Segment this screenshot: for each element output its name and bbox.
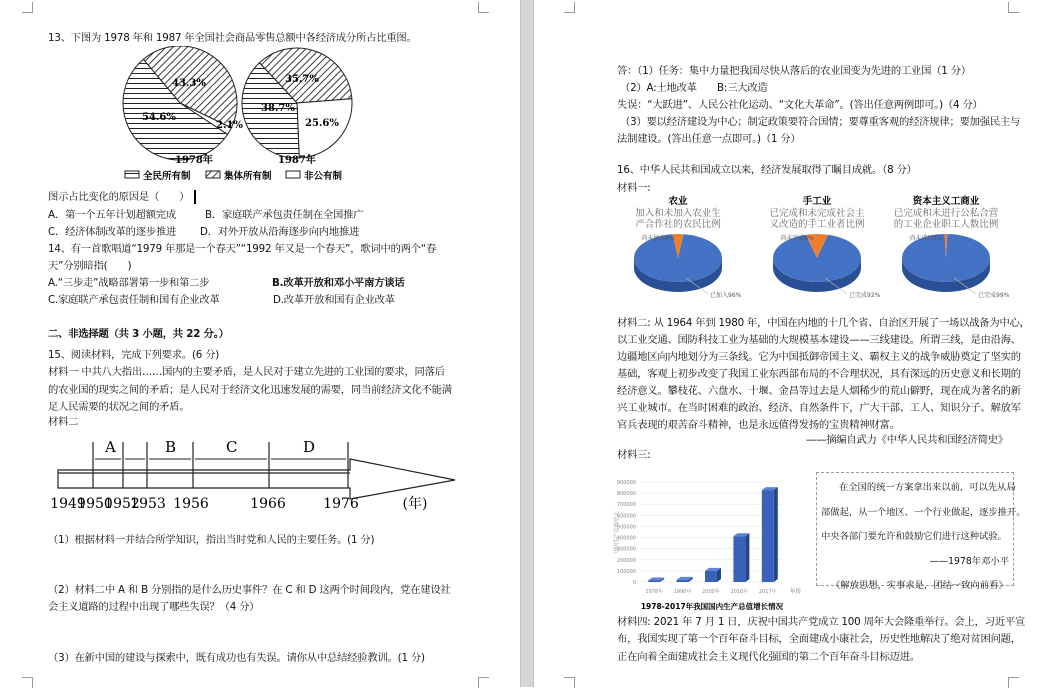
page-gap bbox=[520, 0, 534, 687]
answer-line: 答：（1）任务：集中力量把我国尽快从落后的农业国变为先进的工业国（1 分） bbox=[617, 65, 971, 77]
timeline-segment-c: C bbox=[226, 438, 238, 456]
pie3d-label: 已完成92% bbox=[849, 292, 881, 299]
answer-line: （3）要以经济建设为中心；制定政策要符合国情；要尊重客观的经济规律；要加强民主与 bbox=[620, 116, 1021, 128]
timeline-year: 1953 bbox=[130, 496, 166, 512]
y-tick-label: 400000 bbox=[616, 535, 636, 542]
pie3d-title: 农业 bbox=[668, 196, 688, 207]
y-tick-label: 300000 bbox=[616, 546, 636, 553]
bar-2017年 bbox=[762, 490, 774, 582]
pie3d-title: 资本主义工商业 bbox=[912, 196, 980, 207]
text-cursor bbox=[194, 190, 196, 204]
bar-2010年 bbox=[733, 536, 745, 582]
pie3d-label: 已完成99% bbox=[978, 292, 1010, 299]
legend-swatch-state bbox=[125, 171, 139, 178]
socialist-transformation-pies bbox=[620, 190, 1030, 305]
bar-1978年 bbox=[648, 581, 660, 583]
pie3d-label: 尚未加入4% bbox=[641, 235, 675, 242]
section-2-heading: 二、非选择题（共 3 小题，共 22 分。） bbox=[48, 328, 229, 340]
q13-option-d[interactable]: D．对外开放从沿海逐步向内地推进 bbox=[200, 226, 360, 238]
quote-attribution: ——1978年邓小平 bbox=[929, 555, 1009, 567]
legend-swatch-collective bbox=[206, 171, 220, 178]
bar-side bbox=[774, 487, 778, 582]
q16-material1-label: 材料一: bbox=[617, 182, 651, 194]
corner-mark bbox=[22, 677, 33, 688]
quote-line: 中央各部门要允许和鼓励它们进行这种试验。 bbox=[821, 531, 1007, 542]
timeline-arrow bbox=[58, 459, 455, 499]
timeline-figure bbox=[0, 428, 470, 518]
q13-option-b[interactable]: B．家庭联产承包责任制在全国推广 bbox=[205, 209, 364, 221]
x-tick-label: 1990年 bbox=[673, 589, 692, 595]
legend-state: 全民所有制 bbox=[143, 171, 191, 182]
q16-material4-line: 布，我国实现了第一个百年奋斗目标，全面建成小康社会，历史性地解决了绝对贫困问题， bbox=[617, 633, 1021, 645]
bar-1990年 bbox=[677, 580, 689, 582]
y-axis-label: 国内生产总值/亿元 bbox=[614, 511, 620, 553]
pie-slice-label: 25.6% bbox=[305, 118, 339, 129]
q13-option-a[interactable]: A．第一个五年计划超额完成 bbox=[48, 209, 177, 221]
pie3d-label: 尚未完成8% bbox=[780, 235, 814, 242]
chart-title: 1978-2017年我国国内生产总值增长情况 bbox=[640, 602, 784, 611]
pie3d-label: 尚未进行1% bbox=[909, 235, 943, 242]
legend-nonpublic: 非公有制 bbox=[304, 171, 343, 182]
q16-material2-line: 材料二: 从 1964 年到 1980 年，中国在内地的十几个省、自治区开展了一场以战备为中心， bbox=[617, 317, 1030, 329]
q16-material4-line: 材料四: 2021 年 7 月 1 日，庆祝中国共产党成立 100 周年大会隆重举行。会上，习近平宣 bbox=[617, 616, 1026, 628]
y-tick-label: 200000 bbox=[616, 557, 636, 564]
q15-stem: 15、阅读材料，完成下列要求。(6 分) bbox=[48, 349, 220, 361]
pie3d-subtitle: 已完成和未完成社会主 bbox=[769, 208, 865, 219]
q14-option-d[interactable]: D.改革开放和国有企业改革 bbox=[273, 294, 395, 306]
pie3d-subtitle: 加入和未加入农业生 bbox=[635, 208, 721, 219]
q13-option-c[interactable]: C．经济体制改革的逐步推进 bbox=[48, 226, 177, 238]
q16-material2-line: 以工业交通、国防科技工业为基础的大规模基本建设——三线建设。所谓三线，是由沿海、 bbox=[617, 334, 1021, 346]
x-tick-label: 2000年 bbox=[702, 589, 720, 595]
legend-swatch-nonpublic bbox=[286, 171, 300, 178]
bar-2000年 bbox=[705, 571, 717, 582]
corner-mark bbox=[564, 677, 575, 688]
q15-sub3: （3）在新中国的建设与探索中，既有成功也有失误。请你从中总结经验教训。(1 分) bbox=[48, 652, 425, 664]
q15-material1-line: 足人民需要的状况之间的矛盾。 bbox=[48, 401, 190, 413]
y-tick-label: 600000 bbox=[616, 513, 636, 520]
corner-mark bbox=[564, 2, 575, 13]
q13-stem: 图示占比变化的原因是（ ） bbox=[48, 191, 190, 203]
timeline-segment-d: D bbox=[303, 438, 316, 456]
x-tick-label: 1978年 bbox=[645, 589, 664, 595]
q14-option-b[interactable]: B.改革开放和邓小平南方谈话 bbox=[272, 277, 405, 289]
pie3d-subtitle: 的工业企业职工人数比例 bbox=[893, 219, 999, 230]
q15-material2-label: 材料二 bbox=[48, 416, 79, 428]
q16-material2-line: 边疆地区向内地划分为三条线。它为中国抵御帝国主义、霸权主义的战争威胁奠定了坚实的 bbox=[617, 351, 1021, 363]
corner-mark bbox=[478, 2, 489, 13]
y-tick-label: 800000 bbox=[616, 491, 636, 498]
pie3d-label: 已加入96% bbox=[710, 292, 742, 299]
y-tick-label: 500000 bbox=[616, 524, 636, 531]
gdp-bar-chart bbox=[612, 470, 812, 615]
q16-stem: 16、中华人民共和国成立以来，经济发展取得了瞩目成就。（8 分） bbox=[617, 164, 917, 176]
timeline-segment-b: B bbox=[165, 438, 177, 456]
y-tick-label: 100000 bbox=[616, 568, 636, 575]
timeline-year: 1966 bbox=[250, 496, 286, 512]
q16-material2-line: 官兵表现的艰苦奋斗精神，也是永远值得发扬的宝贵精神财富。 bbox=[617, 419, 900, 431]
q15-sub2-line2: 会主义道路的过程中出现了哪些失误？（4 分） bbox=[48, 601, 260, 613]
q14-option-c[interactable]: C.家庭联产承包责任制和国有企业改革 bbox=[48, 294, 220, 306]
q16-material2-line: 兴工业城市。在当时困难的政治、经济、自然条件下，广大干部、工人、知识分子、解放军 bbox=[617, 402, 1021, 414]
pie-1987-title: 1987年 bbox=[278, 155, 316, 166]
timeline-year: 1949 bbox=[50, 496, 86, 512]
corner-mark bbox=[1008, 2, 1019, 13]
y-tick-label: 700000 bbox=[616, 502, 636, 509]
corner-mark bbox=[22, 2, 33, 13]
q15-sub2-line1: （2）材料二中 A 和 B 分别指的是什么历史事件？在 C 和 D 这两个时间段内，党在建设社 bbox=[48, 584, 451, 596]
quote-line: 在全国的统一方案拿出来以前，可以先从局 bbox=[839, 482, 1016, 493]
pie3d-subtitle: 已完成和未进行公私合营 bbox=[893, 208, 999, 219]
x-axis-label: 年份 bbox=[790, 589, 802, 595]
q15-material1-line: 材料一 中共八大指出……国内的主要矛盾，是人民对于建立先进的工业国的要求，同落后 bbox=[48, 366, 445, 378]
answer-line: 法制建设。(答出任意一点即可。)（1 分） bbox=[617, 133, 801, 145]
bar-side bbox=[745, 533, 749, 582]
timeline-year: 1950 bbox=[77, 496, 113, 512]
pie-slice-label: 35.7% bbox=[285, 74, 319, 85]
pie-slice-label: 54.6% bbox=[142, 112, 176, 123]
legend bbox=[125, 170, 343, 182]
timeline-segment-a: A bbox=[105, 438, 116, 456]
q16-material4-line: 正在向着全面建成社会主义现代化强国的第二个百年奋斗目标迈进。 bbox=[617, 651, 920, 663]
pie3d-title: 手工业 bbox=[802, 196, 832, 207]
corner-mark bbox=[478, 677, 489, 688]
q16-material3-label: 材料三: bbox=[617, 449, 651, 461]
q15-material1-line: 的农业国的现实之间的矛盾；是人民对于经济文化迅速发展的需要，同当前经济文化不能满 bbox=[48, 384, 452, 396]
y-tick-label: 0 bbox=[632, 580, 636, 586]
legend-collective: 集体所有制 bbox=[224, 171, 272, 182]
pie3d-subtitle: 产合作社的农民比例 bbox=[635, 219, 721, 230]
q14-stem-line1: 14、有一首歌唱道“1979 年那是一个春天”“1992 年又是一个春天”，歌词中的两个“春 bbox=[48, 243, 437, 255]
answer-line: 失误：“大跃进”、人民公社化运动、“文化大革命”。(答出任意两例即可。)（4 分） bbox=[617, 99, 983, 111]
pie3d-subtitle: 义改造的手工业者比例 bbox=[769, 219, 865, 230]
x-tick-label: 2017年 bbox=[758, 589, 777, 595]
q13-pie-charts bbox=[100, 46, 400, 188]
answer-line: （2）A:土地改革 B:三大改造 bbox=[620, 82, 768, 94]
pie-1978-title: 1978年 bbox=[175, 155, 213, 166]
quote-line: 部做起，从一个地区、一个行业做起，逐步推开。 bbox=[821, 506, 1026, 518]
y-tick-label: 900000 bbox=[616, 480, 636, 486]
pie-slice-label: 43.3% bbox=[172, 78, 206, 89]
pie-slice-label: 38.7% bbox=[261, 103, 295, 114]
question-13-title: 13、下图为 1978 年和 1987 年全国社会商品零售总额中各经济成分所占比重图。 bbox=[48, 32, 417, 44]
deng-quote-box bbox=[816, 472, 1026, 591]
timeline-year: 1956 bbox=[173, 496, 209, 512]
q15-sub1: （1）根据材料一并结合所学知识，指出当时党和人民的主要任务。(1 分) bbox=[48, 534, 375, 546]
timeline-year: 1952 bbox=[104, 496, 140, 512]
timeline-unit: (年) bbox=[402, 496, 428, 512]
q16-material2-source: ——摘编自武力《中华人民共和国经济简史》 bbox=[806, 434, 1008, 446]
corner-mark bbox=[1008, 677, 1019, 688]
q14-stem-line2: 天”分别暗指( ) bbox=[48, 260, 132, 272]
quote-source: 《解放思想，实事求是，团结一致向前看》 bbox=[831, 580, 1008, 591]
timeline-year: 1976 bbox=[323, 496, 359, 512]
x-tick-label: 2010年 bbox=[730, 589, 749, 595]
q16-material2-line: 经济意义。攀枝花、六盘水、十堰、金昌等过去是人烟稀少的荒山僻野，现在成为著名的新 bbox=[617, 385, 1021, 397]
q14-option-a[interactable]: A.“三步走”战略部署第一步和第二步 bbox=[48, 277, 210, 289]
q16-material2-line: 基础，客观上初步改变了我国工业东西部布局的不合理状况，具有深远的历史意义和长期的 bbox=[617, 368, 1021, 380]
left-page bbox=[0, 0, 520, 687]
pie-slice-label: 2.1% bbox=[216, 120, 243, 131]
